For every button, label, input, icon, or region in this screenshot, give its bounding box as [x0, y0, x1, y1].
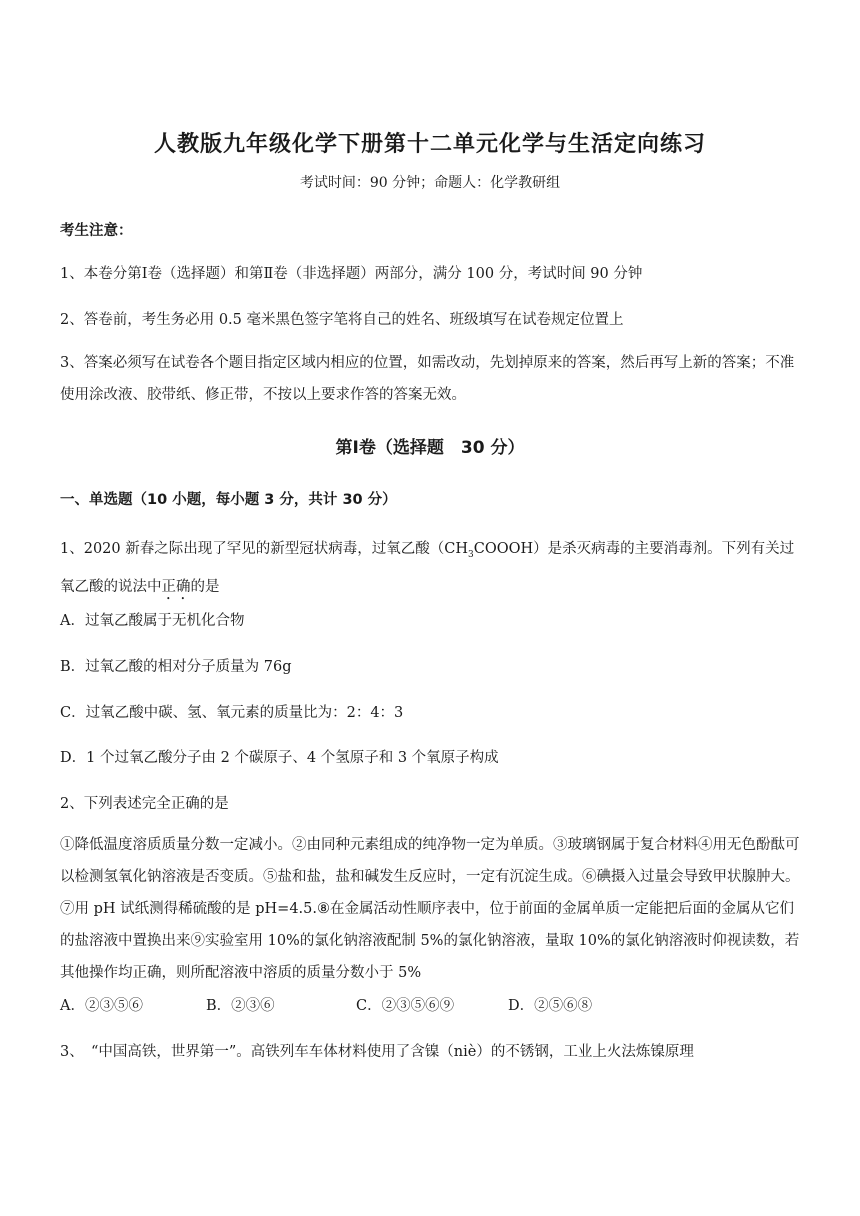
q1-stem-before: 1、2020 新春之际出现了罕见的新型冠状病毒，过氧乙酸（CH	[60, 541, 468, 557]
q1-option-b: B．过氧乙酸的相对分子质量为 76g	[60, 659, 292, 675]
q1-stem-subscript: 3	[467, 549, 474, 560]
question-2-body: ①降低温度溶质质量分数一定减小。②由同种元素组成的纯净物一定为单质。③玻璃钢属于复合材料④用无色酚酞可以检测氢氧化钠溶液是否变质。⑤盐和盐，盐和碱发生反应时，一定有沉淀生成。⑥碘摄入过量会导致甲状腺肿大。⑦用 pH 试纸测得稀硫酸的是 pH=4.5.⑧在金属活动性顺序表中，位于前面的金属单质一定能把后面的金属从它们的盐溶液中置换出来⑨实验室用 10%的氯化钠溶液配制 5%的氯化钠溶液，量取 10%的氯化钠溶液时仰视读数，若其他操作均正确，则所配溶液中溶质的质量分数小于 5%	[60, 837, 800, 981]
part-heading: 一、单选题（10 小题，每小题 3 分，共计 30 分）	[60, 492, 397, 508]
question-1-stem	[60, 533, 805, 603]
q1-stem-mid: COOOH）是杀灭病毒的主要消毒剂。下列有关过氧乙酸的说法中	[60, 541, 795, 595]
question-3-stem: 3、 “中国高铁，世界第一”。高铁列车车体材料使用了含镍（niè）的不锈钢，工业上火法炼镍原理	[60, 1044, 694, 1060]
q1-stem-after: 的是	[190, 578, 220, 595]
q2-option-a: A．②③⑤⑥	[60, 998, 143, 1014]
q1-stem-emphasis: 正确	[161, 578, 191, 595]
section-title: 第Ⅰ卷（选择题 30 分）	[335, 438, 525, 458]
q1-option-c: C．过氧乙酸中碳、氢、氧元素的质量比为：2：4：3	[60, 705, 404, 721]
notice-heading: 考生注意：	[60, 223, 133, 239]
notice-item-1: 1、本卷分第Ⅰ卷（选择题）和第Ⅱ卷（非选择题）两部分，满分 100 分，考试时间 90 分钟	[60, 266, 643, 282]
notice-item-3: 3、答案必须写在试卷各个题目指定区域内相应的位置，如需改动，先划掉原来的答案，然后再写上新的答案；不准使用涂改液、胶带纸、修正带，不按以上要求作答的答案无效。	[60, 355, 795, 403]
exam-subtitle: 考试时间：90 分钟；命题人：化学教研组	[299, 175, 561, 191]
exam-title: 人教版九年级化学下册第十二单元化学与生活定向练习	[153, 132, 706, 157]
q1-option-d: D．1 个过氧乙酸分子由 2 个碳原子、4 个氢原子和 3 个氧原子构成	[60, 750, 499, 766]
notice-item-2: 2、答卷前，考生务必用 0.5 毫米黑色签字笔将自己的姓名、班级填写在试卷规定位置上	[60, 312, 624, 328]
question-2-stem: 2、下列表述完全正确的是	[60, 796, 229, 812]
q2-option-d: D．②⑤⑥⑧	[508, 998, 593, 1014]
q2-option-c: C．②③⑤⑥⑨	[356, 998, 455, 1014]
q1-option-a: A．过氧乙酸属于无机化合物	[60, 613, 245, 629]
q2-option-b: B．②③⑥	[206, 998, 275, 1014]
